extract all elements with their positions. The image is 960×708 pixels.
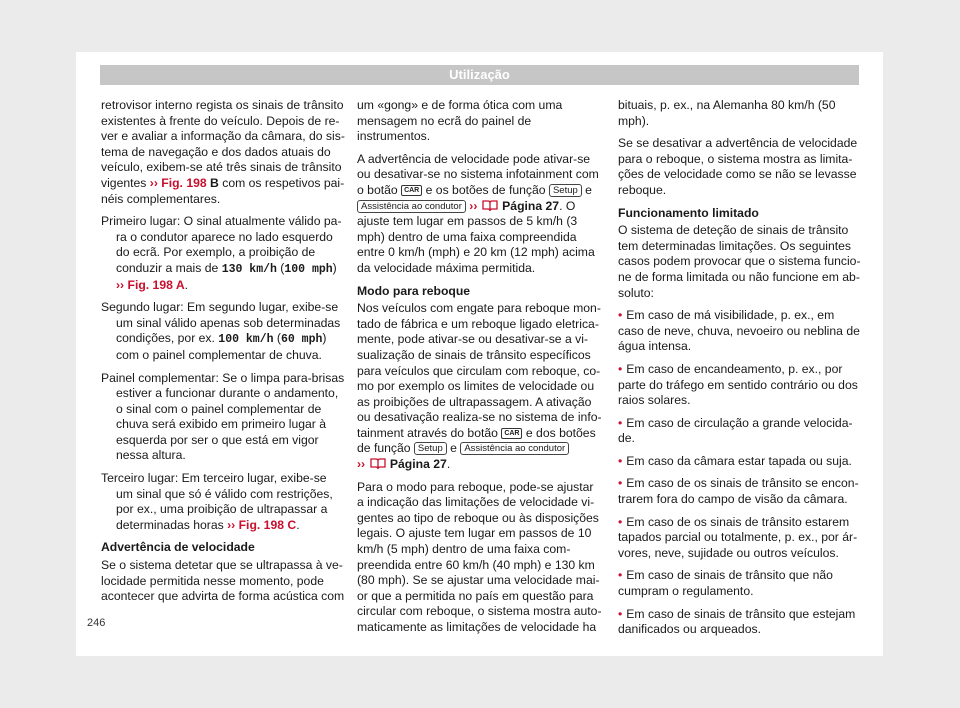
column-1 — [101, 98, 346, 612]
car-button-icon: CAR — [401, 185, 422, 196]
section-heading: Funcionamento limitado — [618, 205, 759, 220]
paragraph: Se se desativar a advertência de velocidade para o reboque, o sistema mostra as limitações de velocidade como se não se levasse reboque. — [618, 136, 858, 197]
list-item: • Em caso de os sinais de trânsito estarem tapados parcial ou totalmente, p. ex., por árvores, neve, sujidade ou outros veículos. — [618, 514, 858, 560]
paragraph: um «gong» e de forma ótica com uma mensagem no ecrã do painel de instrumentos. — [357, 98, 563, 144]
figure-reference[interactable]: ›› Fig. 198 — [116, 277, 173, 292]
bullet-icon: • — [618, 568, 623, 583]
list-item: • Em caso de encandeamento, p. ex., por parte do tráfego em sentido contrário ou dos raios solares. — [618, 361, 858, 408]
bullet-icon: • — [618, 514, 623, 529]
paragraph: bituais, p. ex., na Alemanha 80 km/h (50 mph). — [618, 98, 836, 128]
setup-button-label: Setup — [549, 184, 582, 197]
list-item: • Em caso da câmara estar tapada ou suja. — [618, 453, 852, 468]
bullet-icon: • — [618, 415, 623, 430]
assist-button-label: Assistência ao condutor — [357, 200, 466, 213]
bullet-icon: • — [618, 476, 623, 491]
definition-terceiro: Terceiro lugar: Em terceiro lugar, exibe-se um sinal que só é válido com restrições, por ex., uma proibição de ultrapassar a determinadas horas ›› Fig. 198 C. — [101, 471, 333, 532]
definition-primeiro: Primeiro lugar: O sinal atualmente válido para o condutor aparece no lado esquerdo do ecrã. Por exemplo, a proibição de conduzir a mais de 130 km/h (100 mph) ›› Fig. 198 A. — [101, 214, 342, 292]
bullet-list — [618, 308, 863, 638]
assist-button-label: Assistência ao condutor — [460, 442, 569, 455]
list-item: • Em caso de sinais de trânsito que estejam danificados ou arqueados. — [618, 606, 856, 637]
list-item: • Em caso de má visibilidade, p. ex., em caso de neve, chuva, nevoeiro ou neblina de água intensa. — [618, 308, 860, 354]
page-header: Utilização — [100, 65, 859, 85]
definition-painel: Painel complementar: Se o limpa para-brisas estiver a funcionar durante o andamento, o sinal com o painel complementar de chuva será exibido em primeiro lugar à esquerda por ser o que está em vigor nessa altura. — [101, 370, 345, 463]
column-2 — [357, 98, 602, 643]
section-heading: Modo para reboque — [357, 283, 471, 298]
column-3 — [618, 98, 863, 645]
section-heading: Advertência de velocidade — [101, 540, 255, 555]
bullet-icon: • — [618, 453, 623, 468]
figure-reference[interactable]: ›› Fig. 198 — [149, 175, 207, 190]
setup-button-label: Setup — [414, 442, 447, 455]
list-item: • Em caso de sinais de trânsito que não cumpram o regulamento. — [618, 568, 833, 599]
bullet-icon: • — [618, 361, 623, 376]
intro-paragraph: retrovisor interno regista os sinais de trânsito existentes à frente do veículo. Depois de rever e avaliar a informação da câmara, do sistema de navegação e dos dados atuais do veículo, exibem-se até três sinais de trânsito vigentes ›› Fig. 198 B com os respetivos painéis complementares. — [101, 98, 345, 206]
paragraph: A advertência de velocidade pode ativar-se ou desativar-se no sistema infotainment com o botão CAR e os botões de função Setup e Assistência ao condutor ›› Página 27. O ajuste tem lugar em passos de 5 km/h (3 mph) dentro de uma faixa compreendida entre 0 km/h (mph) e 20 km (12 mph) acima da velocidade máxima permitida. — [357, 151, 599, 275]
page-number: 246 — [87, 617, 106, 629]
definition-segundo: Segundo lugar: Em segundo lugar, exibe-se um sinal válido apenas sob determinadas condições, por ex. 100 km/h (60 mph) com o painel complementar de chuva. — [101, 300, 341, 362]
book-reference-icon — [369, 457, 387, 470]
paragraph: O sistema de deteção de sinais de trânsito tem determinadas limitações. Os seguintes casos podem provocar que o sistema funcione de forma limitada ou não funcione em absoluto: — [618, 223, 861, 300]
paragraph: Se o sistema detetar que se ultrapassa à velocidade permitida nesse momento, pode acontecer que advirta de forma acústica com — [101, 558, 345, 604]
list-item: • Em caso de circulação a grande velocidade. — [618, 415, 853, 446]
car-button-icon: CAR — [501, 428, 522, 439]
paragraph: Para o modo para reboque, pode-se ajustar a indicação das limitações de velocidade vigentes ao tipo de reboque ou às disposições legais. O ajuste tem lugar em passos de 10 km/h (5 mph) dentro de uma faixa compreendida entre 60 km/h (40 mph) e 130 km (80 mph). Se se ajustar uma velocidade maior que a permitida no país em questão para circular com reboque, o sistema mostra automaticamente as limitações de velocidade ha — [357, 479, 602, 634]
list-item: • Em caso de os sinais de trânsito se encontrarem fora do campo de visão da câmara. — [618, 476, 859, 507]
book-reference-icon — [481, 199, 499, 212]
paragraph: Nos veículos com engate para reboque montado de fábrica e um reboque ligado eletricamente, pode ativar-se ou desativar-se a visualização de sinais de trânsito específicos para veículos que circulam com reboque, como por exemplo os limites de velocidade ou as proibições de ultrapassagem. A ativação ou desativação realiza-se no sistema de infotainment através do botão CAR e dos botões de função Setup e Assistência ao condutor ›› Página 27. — [357, 301, 602, 472]
page-link[interactable]: Página 27 — [498, 198, 560, 213]
page-link[interactable]: Página 27 — [386, 457, 447, 472]
figure-reference[interactable]: ›› Fig. 198 — [227, 517, 284, 532]
bullet-icon: • — [618, 308, 623, 323]
bullet-icon: • — [618, 606, 623, 621]
